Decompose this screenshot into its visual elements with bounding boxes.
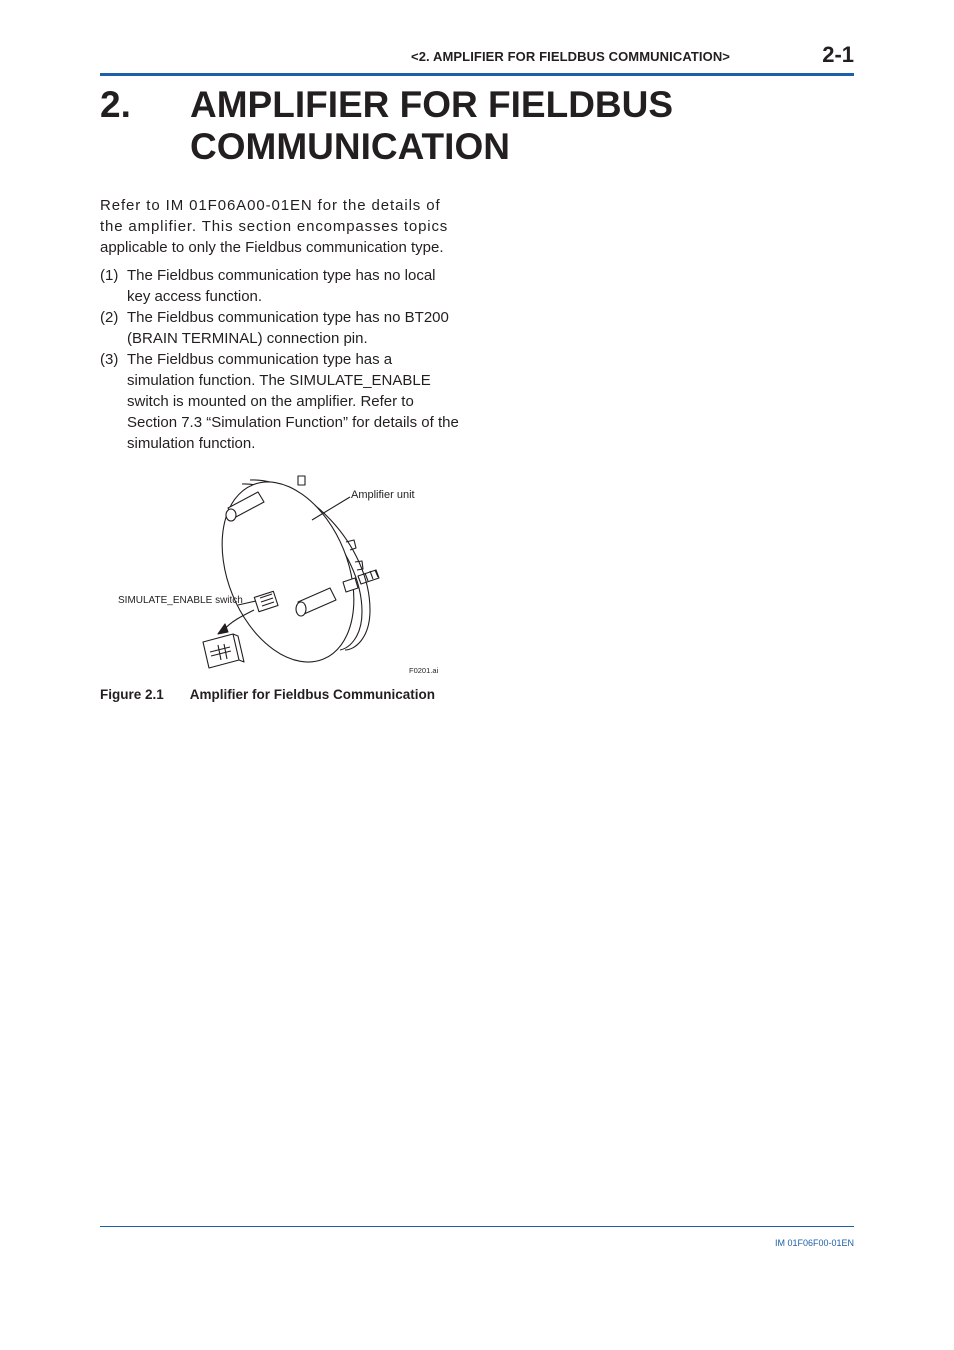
list-item xyxy=(100,349,460,454)
chapter-title-line-2: COMMUNICATION xyxy=(190,126,510,167)
amplifier-unit-label: Amplifier unit xyxy=(351,489,415,501)
document-id: IM 01F06F00-01EN xyxy=(774,1238,854,1248)
list-item xyxy=(100,265,460,307)
chapter-number: 2. xyxy=(100,84,131,125)
list-item-number: (1) xyxy=(100,267,119,284)
list-item-text: The Fieldbus communication type has no local key access function. xyxy=(127,267,436,305)
amplifier-illustration xyxy=(100,470,460,680)
intro-paragraph xyxy=(100,195,456,258)
intro-line-2: the amplifier. This section encompasses topics xyxy=(100,218,449,235)
figure-caption xyxy=(100,687,435,702)
intro-line-1: Refer to IM 01F06A00-01EN for the details of xyxy=(100,197,441,214)
numbered-list xyxy=(100,265,460,454)
list-item-text: The Fieldbus communication type has no BT200 (BRAIN TERMINAL) connection pin. xyxy=(127,309,449,347)
chapter-title-line-1: AMPLIFIER FOR FIELDBUS xyxy=(190,84,674,125)
figure-file-name: F0201.ai xyxy=(409,666,439,675)
page-number: 2-1 xyxy=(822,42,854,67)
running-title: <2. AMPLIFIER FOR FIELDBUS COMMUNICATION> xyxy=(411,49,730,64)
figure-amplifier xyxy=(100,470,460,680)
footer-rule xyxy=(100,1226,854,1227)
intro-line-3: applicable to only the Fieldbus communication type. xyxy=(100,239,444,256)
header-rule xyxy=(100,73,854,76)
list-item-text: The Fieldbus communication type has a simulation function. The SIMULATE_ENABLE switch is mounted on the amplifier. Refer to Section 7.3 “Simulation Function” for details of the simulation function. xyxy=(127,351,459,452)
list-item-number: (2) xyxy=(100,309,119,326)
running-header xyxy=(100,42,854,74)
chapter-title xyxy=(190,84,750,168)
list-item-number: (3) xyxy=(100,351,119,368)
list-item xyxy=(100,307,460,349)
simulate-enable-switch-label: SIMULATE_ENABLE switch xyxy=(118,595,243,606)
figure-caption-number: Figure 2.1 xyxy=(100,687,164,702)
figure-caption-title: Amplifier for Fieldbus Communication xyxy=(189,687,436,702)
